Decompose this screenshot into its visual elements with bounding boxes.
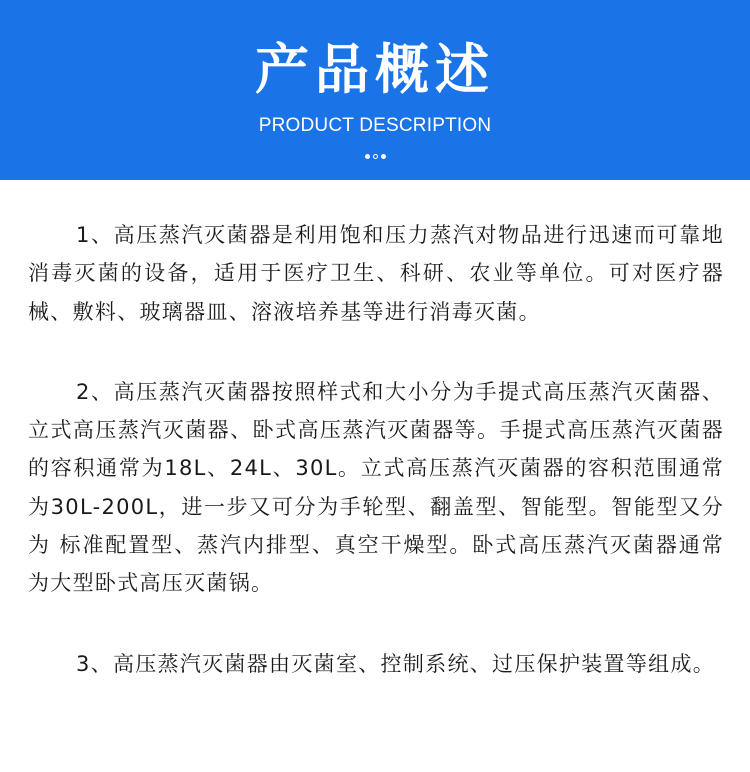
header-banner [0,0,750,180]
paragraph-3: 3、高压蒸汽灭菌器由灭菌室、控制系统、过压保护装置等组成。 [76,651,716,676]
description-body [28,216,724,725]
page-subtitle: PRODUCT DESCRIPTION [258,115,492,136]
hollow-dot-icon [373,154,378,159]
decorative-dots [0,151,750,161]
dot-icon [381,154,386,159]
dot-icon [365,154,370,159]
paragraph-1: 1、高压蒸汽灭菌器是利用饱和压力蒸汽对物品进行迅速而可靠地消毒灭菌的设备，适用于医疗卫生、科研、农业等单位。可对医疗器械、敷料、玻璃器皿、溶液培养基等进行消毒灭菌。 [28,223,724,324]
paragraph-2: 2、高压蒸汽灭菌器按照样式和大小分为手提式高压蒸汽灭菌器、立式高压蒸汽灭菌器、卧式高压蒸汽灭菌器等。手提式高压蒸汽灭菌器的容积通常为18L、24L、30L。立式高压蒸汽灭菌器的容积范围通常为30L-200L，进一步又可分为手轮型、翻盖型、智能型。智能型又分为 标准配置型、蒸汽内排型、真空干燥型。卧式高压蒸汽灭菌器通常为大型卧式高压灭菌锅。 [28,379,724,596]
page-title: 产品概述 [255,38,495,101]
